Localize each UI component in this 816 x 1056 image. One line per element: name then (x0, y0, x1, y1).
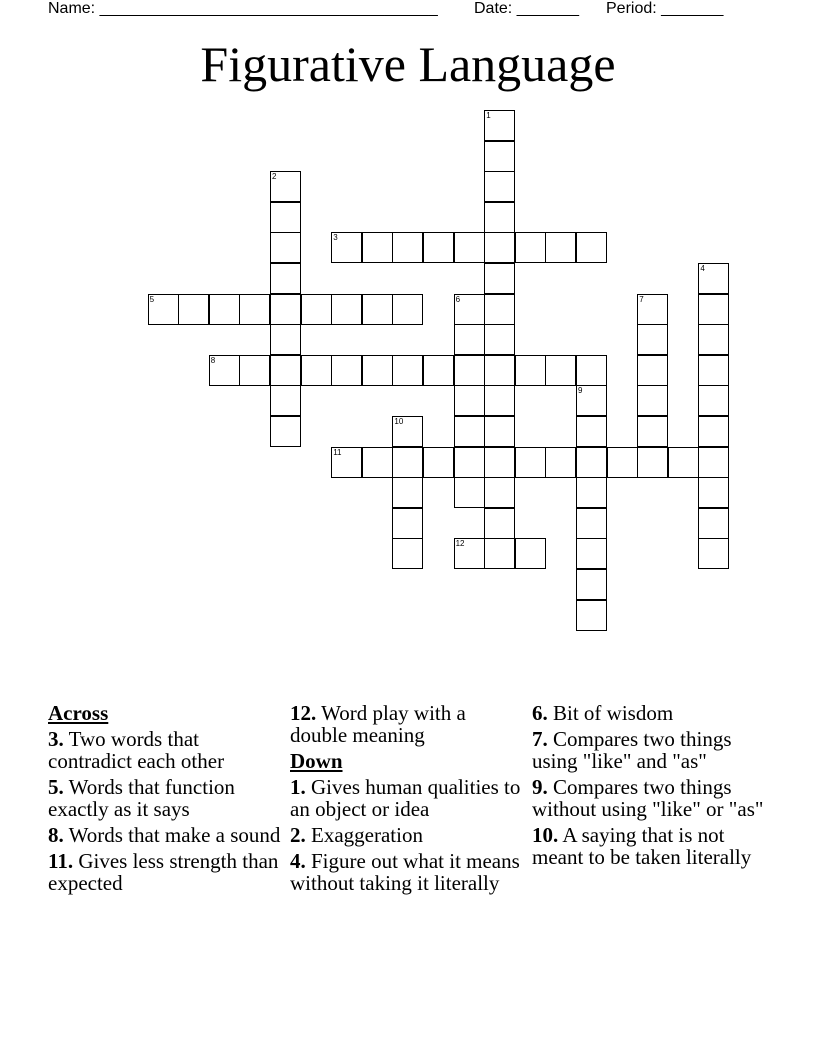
crossword-cell[interactable] (362, 447, 393, 478)
clue-text: Exaggeration (311, 823, 423, 847)
crossword-cell[interactable] (576, 538, 607, 569)
clue-number-label: 6 (455, 294, 461, 304)
crossword-cell[interactable] (270, 416, 301, 447)
crossword-cell[interactable] (270, 202, 301, 233)
crossword-cell[interactable] (239, 294, 270, 325)
clue-across-12 (290, 702, 526, 746)
crossword-cell[interactable] (668, 447, 699, 478)
crossword-cell[interactable] (454, 355, 485, 386)
clue-number: 5. (48, 775, 64, 799)
crossword-cell[interactable] (698, 447, 729, 478)
clue-down-1 (290, 776, 526, 820)
clue-number-label: 8 (210, 355, 216, 365)
crossword-cell[interactable] (270, 171, 301, 202)
crossword-cell[interactable] (392, 508, 423, 539)
clue-down-2 (290, 824, 526, 846)
clue-text: Figure out what it means without taking it literally (290, 849, 520, 895)
clue-text: Bit of wisdom (553, 701, 674, 725)
name-field[interactable]: Name: ______________________________________ (48, 0, 438, 17)
crossword-cell[interactable] (270, 232, 301, 263)
crossword-cell[interactable] (698, 385, 729, 416)
crossword-cell[interactable] (637, 324, 668, 355)
clue-number: 10. (532, 823, 559, 847)
crossword-cell[interactable] (576, 600, 607, 631)
clue-number-label: 5 (149, 294, 155, 304)
crossword-cell[interactable] (178, 294, 209, 325)
crossword-cell[interactable] (515, 538, 546, 569)
crossword-cell[interactable] (637, 416, 668, 447)
crossword-cell[interactable] (698, 508, 729, 539)
crossword-cell[interactable] (484, 294, 515, 325)
crossword-cell[interactable] (576, 508, 607, 539)
crossword-cell[interactable] (270, 263, 301, 294)
crossword-cell[interactable] (362, 232, 393, 263)
crossword-cell[interactable] (454, 385, 485, 416)
crossword-cell[interactable] (454, 477, 485, 508)
clue-text: Gives human qualities to an object or idea (290, 775, 521, 821)
crossword-cell[interactable] (698, 263, 729, 294)
clue-down-4 (290, 850, 526, 894)
crossword-cell[interactable] (607, 447, 638, 478)
clue-text: Words that function exactly as it says (48, 775, 235, 821)
clue-number-label: 3 (333, 233, 338, 243)
crossword-cell[interactable] (576, 232, 607, 263)
clue-text: Two words that contradict each other (48, 727, 225, 773)
crossword-cell[interactable] (484, 385, 515, 416)
crossword-cell[interactable] (392, 294, 423, 325)
crossword-cell[interactable] (637, 385, 668, 416)
crossword-cell[interactable] (698, 324, 729, 355)
clue-number-label: 12 (455, 539, 465, 549)
crossword-cell[interactable] (484, 508, 515, 539)
clue-number: 2. (290, 823, 306, 847)
clue-text: Word play with a double meaning (290, 701, 466, 747)
crossword-cell[interactable] (484, 416, 515, 447)
crossword-cell[interactable] (270, 385, 301, 416)
crossword-cell[interactable] (698, 294, 729, 325)
clue-across-11 (48, 850, 284, 894)
crossword-cell[interactable] (454, 294, 485, 325)
crossword-cell[interactable] (484, 538, 515, 569)
crossword-cell[interactable] (576, 569, 607, 600)
crossword-cell[interactable] (515, 232, 546, 263)
crossword-cell[interactable] (362, 294, 393, 325)
crossword-cell[interactable] (270, 355, 301, 386)
crossword-cell[interactable] (515, 355, 546, 386)
clue-across-5 (48, 776, 284, 820)
clue-across-3 (48, 728, 284, 772)
clue-text: Compares two things without using "like" or "as" (532, 775, 764, 821)
period-field[interactable]: Period: _______ (606, 0, 724, 17)
crossword-cell[interactable] (545, 355, 576, 386)
crossword-cell[interactable] (698, 538, 729, 569)
crossword-cell[interactable] (454, 324, 485, 355)
crossword-cell[interactable] (484, 141, 515, 172)
crossword-cell[interactable] (545, 232, 576, 263)
crossword-cell[interactable] (576, 355, 607, 386)
clue-number: 6. (532, 701, 548, 725)
crossword-cell[interactable] (484, 355, 515, 386)
crossword-cell[interactable] (270, 324, 301, 355)
clue-number: 3. (48, 727, 64, 751)
crossword-cell[interactable] (698, 355, 729, 386)
clue-down-7 (532, 728, 768, 772)
crossword-cell[interactable] (484, 232, 515, 263)
crossword-cell[interactable] (301, 355, 332, 386)
clue-text: Compares two things using "like" and "as" (532, 727, 732, 773)
crossword-cell[interactable] (484, 110, 515, 141)
clue-number: 11. (48, 849, 74, 873)
clue-number-label: 4 (700, 264, 705, 273)
crossword-cell[interactable] (637, 447, 668, 478)
crossword-cell[interactable] (698, 477, 729, 508)
crossword-cell[interactable] (331, 447, 362, 478)
clue-down-10 (532, 824, 768, 868)
crossword-cell[interactable] (484, 263, 515, 294)
crossword-cell[interactable] (392, 355, 423, 386)
crossword-cell[interactable] (576, 416, 607, 447)
clue-number: 1. (290, 775, 306, 799)
crossword-cell[interactable] (392, 538, 423, 569)
clue-number: 4. (290, 849, 306, 873)
crossword-cell[interactable] (392, 232, 423, 263)
crossword-cell[interactable] (454, 232, 485, 263)
clue-number: 8. (48, 823, 64, 847)
clue-number: 12. (290, 701, 317, 725)
clue-number-label: 2 (272, 172, 277, 182)
crossword-cell[interactable] (301, 294, 332, 325)
across-heading: Across (48, 701, 109, 725)
crossword-cell[interactable] (454, 416, 485, 447)
page-title: Figurative Language (200, 36, 616, 92)
clue-number-label: 7 (639, 294, 644, 304)
clue-number-label: 11 (333, 447, 342, 457)
clue-number: 7. (532, 727, 548, 751)
crossword-cell[interactable] (148, 294, 179, 325)
crossword-cell[interactable] (698, 416, 729, 447)
clue-number-label: 10 (394, 417, 404, 426)
crossword-cell[interactable] (484, 202, 515, 233)
clue-text: A saying that is not meant to be taken literally (532, 823, 752, 869)
crossword-cell[interactable] (576, 385, 607, 416)
crossword-cell[interactable] (545, 447, 576, 478)
crossword-cell[interactable] (484, 477, 515, 508)
crossword-cell[interactable] (576, 447, 607, 478)
crossword-cell[interactable] (331, 232, 362, 263)
crossword-cell[interactable] (454, 538, 485, 569)
clue-number-label: 1 (486, 111, 491, 120)
clue-down-9 (532, 776, 768, 820)
crossword-cell[interactable] (484, 447, 515, 478)
crossword-cell[interactable] (637, 355, 668, 386)
crossword-cell[interactable] (362, 355, 393, 386)
crossword-cell[interactable] (392, 447, 423, 478)
crossword-cell[interactable] (484, 324, 515, 355)
crossword-cell[interactable] (331, 294, 362, 325)
clue-number-label: 9 (578, 386, 583, 396)
crossword-cell[interactable] (209, 294, 240, 325)
clues-column-2 (290, 702, 526, 898)
crossword-cell[interactable] (637, 294, 668, 325)
crossword-cell[interactable] (331, 355, 362, 386)
crossword-cell[interactable] (423, 447, 454, 478)
crossword-cell[interactable] (392, 416, 423, 447)
clue-down-6 (532, 702, 768, 724)
clues-column-3 (532, 702, 768, 872)
down-heading: Down (290, 749, 343, 773)
crossword-cell[interactable] (239, 355, 270, 386)
crossword-cell[interactable] (576, 477, 607, 508)
clue-text: Words that make a sound (68, 823, 281, 847)
crossword-cell[interactable] (454, 447, 485, 478)
clues-column-1 (48, 702, 284, 898)
date-field[interactable]: Date: _______ (474, 0, 579, 17)
crossword-cell[interactable] (484, 171, 515, 202)
crossword-cell[interactable] (423, 355, 454, 386)
clue-number: 9. (532, 775, 548, 799)
crossword-cell[interactable] (515, 447, 546, 478)
crossword-cell[interactable] (423, 232, 454, 263)
clue-text: Gives less strength than expected (48, 849, 279, 895)
crossword-cell[interactable] (209, 355, 240, 386)
clue-across-8 (48, 824, 284, 846)
crossword-cell[interactable] (392, 477, 423, 508)
crossword-cell[interactable] (270, 294, 301, 325)
